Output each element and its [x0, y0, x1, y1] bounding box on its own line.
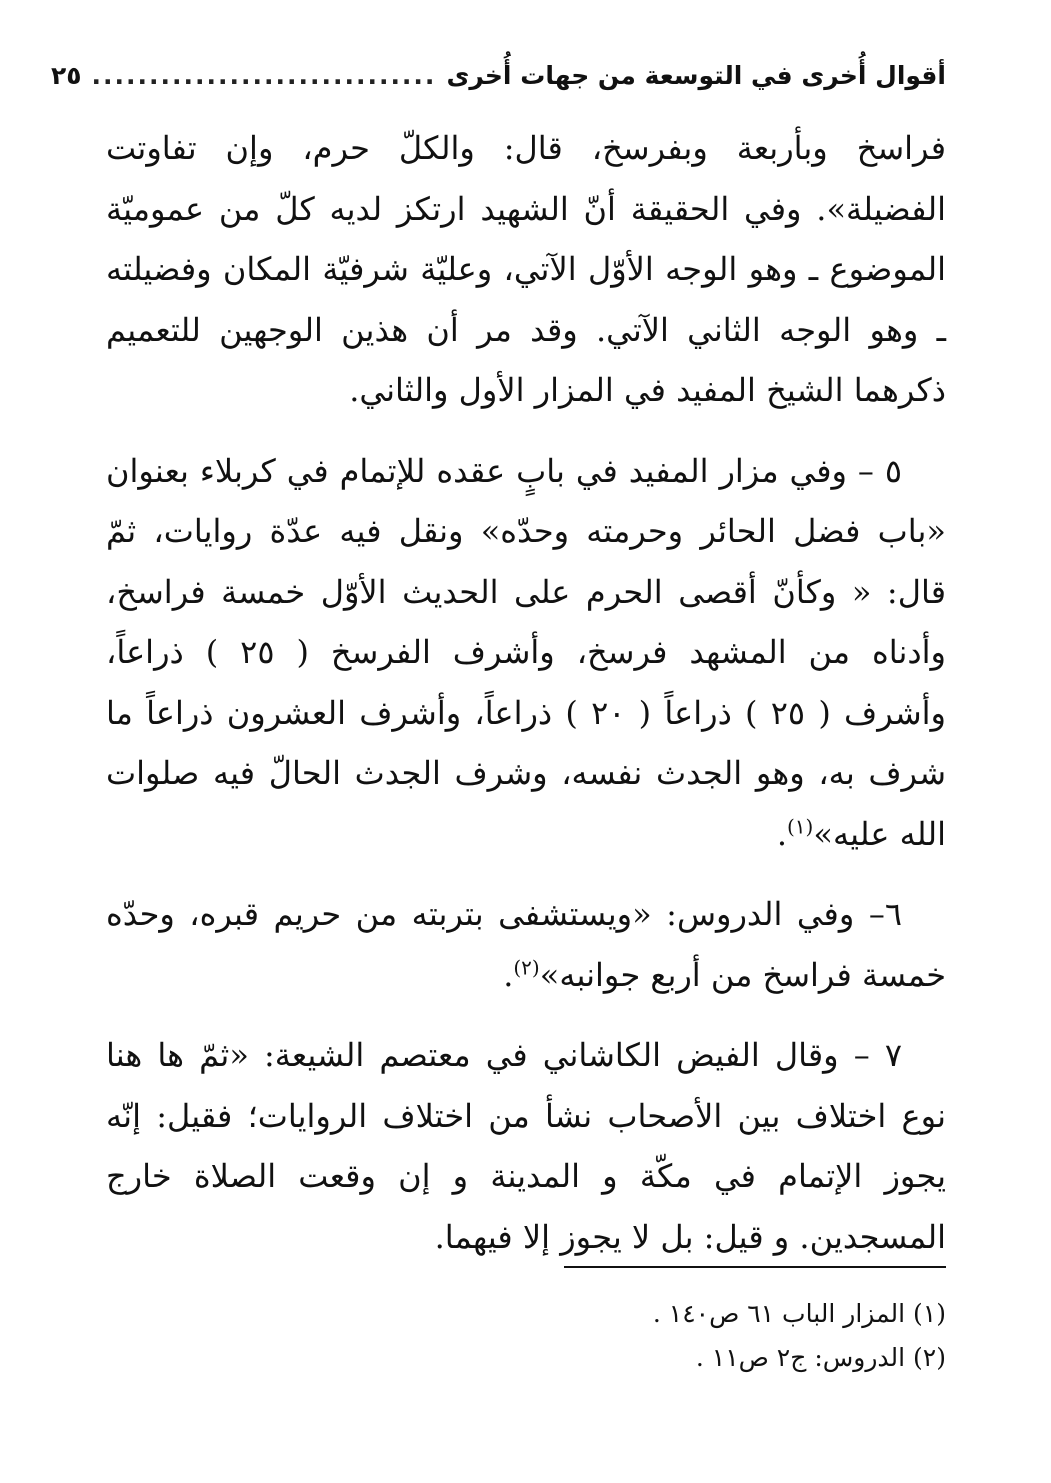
paragraph-1 — [106, 118, 946, 421]
paragraph-3-end: . — [503, 955, 514, 994]
page-number: ٢٥ — [50, 60, 82, 90]
footnote-divider — [564, 1266, 946, 1268]
body-text — [106, 118, 946, 1287]
header-title: أقوال أُخرى في التوسعة من جهات أُخرى — [446, 60, 946, 90]
header-leader-dots: .............................. — [91, 60, 437, 90]
running-header — [50, 52, 946, 98]
paragraph-4 — [106, 1025, 946, 1267]
paragraph-2-end: . — [776, 814, 787, 853]
footnote-ref-1: (١) — [786, 813, 814, 838]
footnote-2: (٢) الدروس: ج٢ ص١١ . — [695, 1343, 946, 1372]
footnote-ref-2: (٢) — [513, 954, 540, 979]
paragraph-2-text: ٥ – وفي مزار المفيد في بابٍ عقده للإتمام في كربلاء بعنوان «باب فضل الحائر وحرمته وحدّه» ونقل فيه عدّة روايات، ثمّ قال: « وكأنّ أقصى الحرم على الحديث الأوّل خمسة فراسخ، وأدناه من المشهد فرسخ، وأشرف الفرسخ ( ٢٥ ) ذراعاً، وأشرف ( ٢٥ ) ذراعاً ( ٢٠ ) ذراعاً، وأشرف العشرون ذراعاً ما شرف به، وهو الجدث نفسه، وشرف الجدث الحالّ فيه صلوات الله عليه» — [106, 451, 947, 853]
footnotes — [106, 1292, 946, 1380]
paragraph-3-text: ٦– وفي الدروس: «ويستشفى بتربته من حريم قبره، وحدّه خمسة فراسخ من أربع جوانبه» — [106, 895, 946, 994]
paragraph-2 — [106, 441, 946, 865]
paragraph-4-text: ٧ – وقال الفيض الكاشاني في معتصم الشيعة: «ثمّ ها هنا نوع اختلاف بين الأصحاب نشأ من اختلاف الروايات؛ فقيل: إنّه يجوز الإتمام في مكّة و المدينة و إن وقعت الصلاة خارج المسجدين. و قيل: بل لا يجوز إلا فيهما. — [106, 1036, 946, 1256]
paragraph-3 — [106, 884, 946, 1005]
footnote-1: (١) المزار الباب ٦١ ص١٤٠ . — [652, 1299, 946, 1328]
paragraph-1-text: فراسخ وبأربعة وبفرسخ، قال: والكلّ حرم، وإن تفاوتت الفضيلة». وفي الحقيقة أنّ الشهيد ارتكز لديه كلّ من عموميّة الموضوع ـ وهو الوجه الأوّل الآتي، وعليّة شرفيّة المكان وفضيلته ـ وهو الوجه الثاني الآتي. وقد مر أن هذين الوجهين للتعميم ذكرهما الشيخ المفيد في المزار الأول والثاني. — [106, 129, 947, 409]
